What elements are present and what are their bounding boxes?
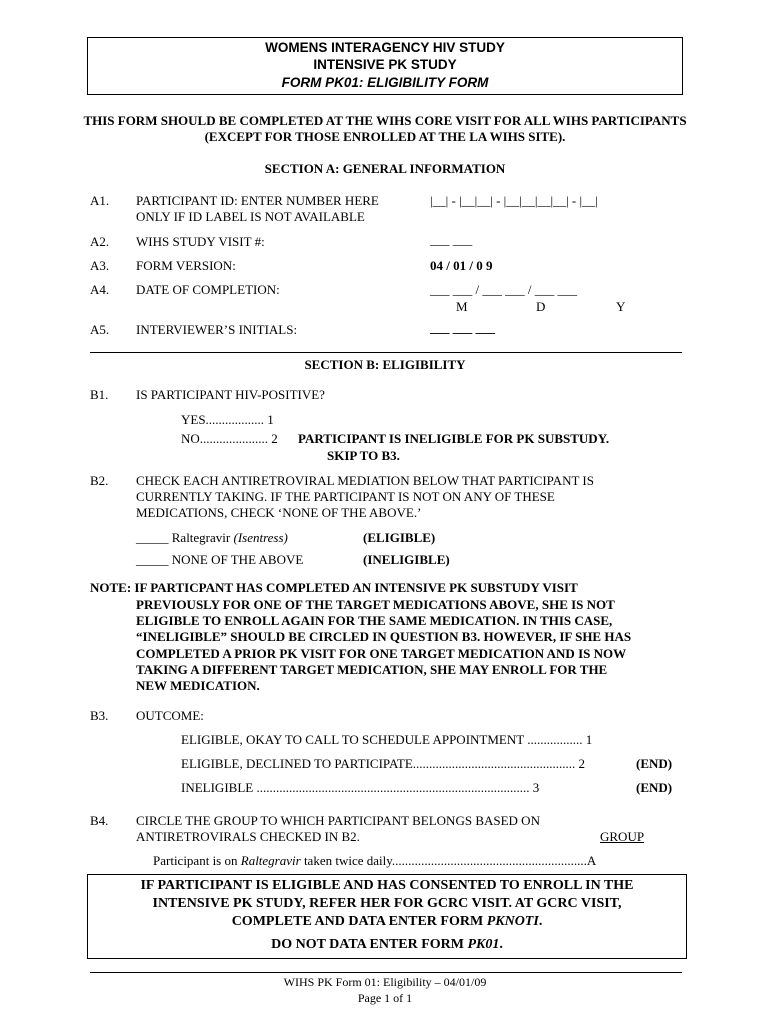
referral-line4-end: . bbox=[499, 937, 503, 952]
section-a-title: SECTION A: GENERAL INFORMATION bbox=[264, 161, 506, 176]
referral-line4-text: DO NOT DATA ENTER FORM bbox=[271, 937, 468, 952]
b3-end-marker-2: (END) bbox=[636, 756, 673, 771]
referral-line3-end: . bbox=[538, 914, 543, 929]
a1-label-line1: PARTICIPANT ID: ENTER NUMBER HERE bbox=[136, 193, 379, 208]
group-column-header: GROUP bbox=[600, 829, 645, 844]
date-year-label: Y bbox=[616, 299, 626, 314]
participant-id-field[interactable]: |__| - |__|__| - |__|__|__|__| - |__| bbox=[430, 193, 598, 208]
b2-option-raltegravir[interactable] bbox=[136, 530, 288, 546]
note-line7: NEW MEDICATION. bbox=[136, 678, 260, 693]
completion-date-field[interactable]: ___ ___ / ___ ___ / ___ ___ bbox=[430, 282, 577, 297]
pk01-form-name: PK01 bbox=[467, 937, 500, 952]
footer-rule bbox=[90, 972, 682, 973]
study-subtitle: INTENSIVE PK STUDY bbox=[313, 57, 457, 72]
b4-question-line1: CIRCLE THE GROUP TO WHICH PARTICIPANT BELONGS BASED ON bbox=[136, 813, 540, 828]
note-line4: “INELIGIBLE” SHOULD BE CIRCLED IN QUESTION B3. HOWEVER, IF SHE HAS bbox=[136, 629, 632, 644]
note-line2: PREVIOUSLY FOR ONE OF THE TARGET MEDICATIONS ABOVE, SHE IS NOT bbox=[136, 597, 615, 612]
referral-line2: INTENSIVE PK STUDY, REFER HER FOR GCRC VISIT. AT GCRC VISIT, bbox=[152, 896, 622, 911]
group-row-suffix: taken twice daily............................................................A bbox=[300, 853, 597, 868]
referral-instruction-box bbox=[87, 874, 687, 959]
b1-option-no[interactable]: NO..................... 2 bbox=[181, 431, 278, 446]
date-day-label: D bbox=[536, 299, 546, 314]
a1-label-line2: ONLY IF ID LABEL IS NOT AVAILABLE bbox=[136, 209, 365, 224]
a5-number: A5. bbox=[90, 322, 110, 337]
b3-option-eligible-declined[interactable]: ELIGIBLE, DECLINED TO PARTICIPATE.................................................. 2 bbox=[181, 756, 586, 771]
instructions-line2: (EXCEPT FOR THOSE ENROLLED AT THE LA WIHS SITE). bbox=[204, 129, 566, 144]
group-row-raltegravir[interactable] bbox=[153, 853, 596, 869]
a3-number: A3. bbox=[90, 258, 110, 273]
a4-label: DATE OF COMPLETION: bbox=[136, 282, 280, 297]
section-divider bbox=[90, 352, 682, 353]
b2-question-line2: CURRENTLY TAKING. IF THE PARTICIPANT IS NOT ON ANY OF THESE bbox=[136, 489, 555, 504]
footer-page-number: Page 1 of 1 bbox=[357, 991, 413, 1005]
form-version-value: 04 / 01 / 0 9 bbox=[430, 258, 493, 273]
a5-label: INTERVIEWER’S INITIALS: bbox=[136, 322, 298, 337]
instructions-line1: THIS FORM SHOULD BE COMPLETED AT THE WIHS CORE VISIT FOR ALL WIHS PARTICIPANTS bbox=[83, 113, 687, 128]
section-b-title: SECTION B: ELIGIBILITY bbox=[304, 357, 466, 372]
b4-question-line2: ANTIRETROVIRALS CHECKED IN B2. bbox=[136, 829, 360, 844]
referral-line3-text: COMPLETE AND DATA ENTER FORM bbox=[231, 914, 487, 929]
form-title: FORM PK01: ELIGIBILITY FORM bbox=[281, 75, 489, 90]
form-header-box bbox=[87, 37, 683, 95]
note-line5: COMPLETED A PRIOR PK VISIT FOR ONE TARGET MEDICATION AND IS NOW bbox=[136, 646, 627, 661]
b2-option-none[interactable]: _____ NONE OF THE ABOVE bbox=[136, 552, 304, 567]
referral-line4 bbox=[88, 937, 686, 953]
note-line3: ELIGIBLE TO ENROLL AGAIN FOR THE SAME MEDICATION. IN THIS CASE, bbox=[136, 613, 613, 628]
note-line6: TAKING A DIFFERENT TARGET MEDICATION, SHE MAY ENROLL FOR THE bbox=[136, 662, 608, 677]
referral-line1: IF PARTICIPANT IS ELIGIBLE AND HAS CONSENTED TO ENROLL IN THE bbox=[140, 878, 634, 893]
b1-option-yes[interactable]: YES.................. 1 bbox=[181, 412, 274, 427]
b1-skip-instruction: SKIP TO B3. bbox=[327, 448, 400, 463]
group-row-drug: Raltegravir bbox=[240, 853, 301, 868]
a1-number: A1. bbox=[90, 193, 110, 208]
referral-line3 bbox=[88, 914, 686, 930]
b2-question-line1: CHECK EACH ANTIRETROVIRAL MEDIATION BELOW THAT PARTICIPANT IS bbox=[136, 473, 594, 488]
b4-number: B4. bbox=[90, 813, 109, 828]
raltegravir-label: _____ Raltegravir bbox=[136, 530, 234, 545]
b3-end-marker-3: (END) bbox=[636, 780, 673, 795]
a4-number: A4. bbox=[90, 282, 110, 297]
a2-number: A2. bbox=[90, 234, 110, 249]
isentress-brand: (Isentress) bbox=[233, 530, 288, 545]
date-month-label: M bbox=[456, 299, 468, 314]
b3-option-ineligible[interactable]: INELIGIBLE .................................................................................... 3 bbox=[181, 780, 540, 795]
note-line1: NOTE: IF PARTICPANT HAS COMPLETED AN INTENSIVE PK SUBSTUDY VISIT bbox=[90, 580, 578, 595]
b1-question: IS PARTICIPANT HIV-POSITIVE? bbox=[136, 387, 325, 402]
raltegravir-result: (ELIGIBLE) bbox=[363, 530, 436, 545]
b2-number: B2. bbox=[90, 473, 109, 488]
study-name: WOMENS INTERAGENCY HIV STUDY bbox=[265, 40, 505, 55]
b2-question-line3: MEDICATIONS, CHECK ‘NONE OF THE ABOVE.’ bbox=[136, 505, 422, 520]
group-row-prefix: Participant is on bbox=[153, 853, 241, 868]
a2-label: WIHS STUDY VISIT #: bbox=[136, 234, 265, 249]
footer-form-id: WIHS PK Form 01: Eligibility – 04/01/09 bbox=[283, 975, 487, 989]
study-visit-field[interactable]: ___ ___ bbox=[430, 232, 473, 247]
b1-ineligible-note: PARTICIPANT IS INELIGIBLE FOR PK SUBSTUDY. bbox=[298, 431, 610, 446]
none-result: (INELIGIBLE) bbox=[363, 552, 450, 567]
interviewer-initials-field[interactable]: ___ ___ ___ bbox=[430, 320, 495, 335]
b1-number: B1. bbox=[90, 387, 109, 402]
b3-label: OUTCOME: bbox=[136, 708, 204, 723]
a3-label: FORM VERSION: bbox=[136, 258, 236, 273]
pknoti-form-name: PKNOTI bbox=[486, 914, 539, 929]
b3-option-eligible-call[interactable]: ELIGIBLE, OKAY TO CALL TO SCHEDULE APPOINTMENT ................. 1 bbox=[181, 732, 593, 747]
b3-number: B3. bbox=[90, 708, 109, 723]
